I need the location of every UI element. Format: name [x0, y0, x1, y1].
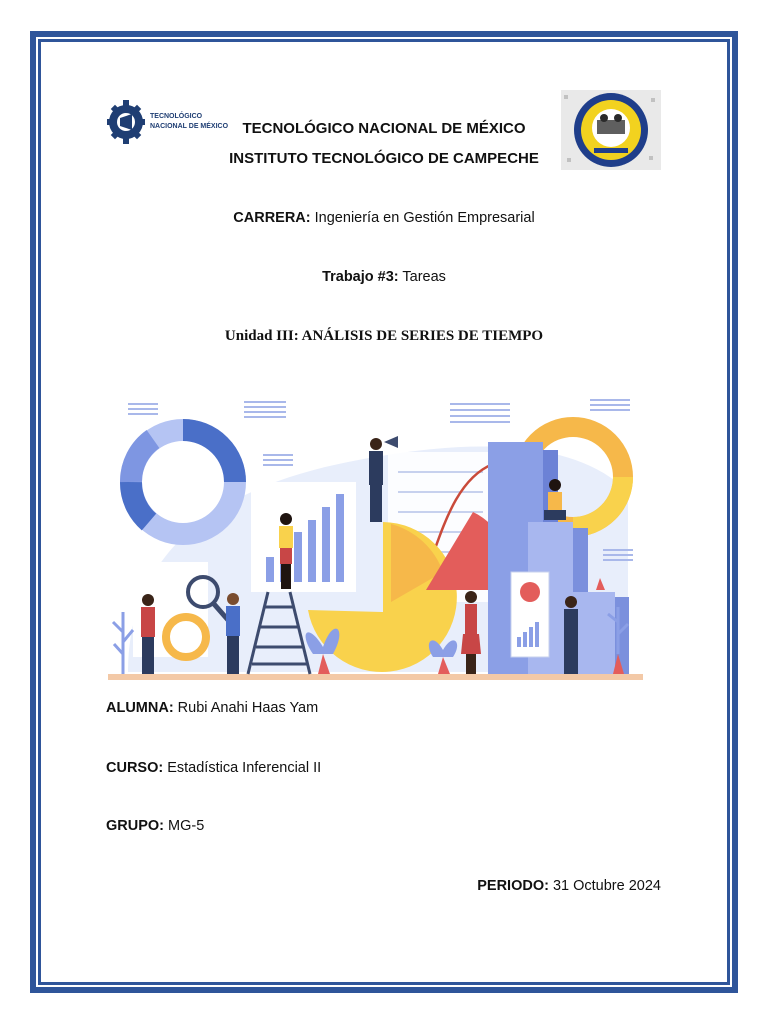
header-line-1: TECNOLÓGICO NACIONAL DE MÉXICO [242, 120, 526, 137]
tecnm-logo-text-1: TECNOLÓGICO [150, 113, 203, 120]
grupo-line [106, 818, 204, 834]
data-analysis-illustration [108, 392, 648, 684]
grupo-label: GRUPO: [106, 818, 164, 834]
carrera-line [0, 210, 768, 226]
periodo-label: PERIODO: [477, 878, 549, 894]
carrera-label: CARRERA: [233, 210, 311, 226]
alumna-line [106, 700, 318, 716]
alumna-label: ALUMNA: [106, 700, 174, 716]
alumna-value: Rubi Anahi Haas Yam [173, 700, 319, 716]
tecnm-logo-text-2: NACIONAL DE MÉXICO [150, 123, 229, 130]
unidad-value: : ANÁLISIS DE SERIES DE TIEMPO [293, 328, 544, 344]
curso-line [106, 760, 321, 776]
periodo-value: 31 Octubre 2024 [548, 878, 661, 894]
trabajo-label: Trabajo #3: [322, 269, 399, 285]
curso-label: CURSO: [106, 760, 164, 776]
floor-line [108, 674, 643, 680]
trabajo-value: Tareas [398, 269, 446, 285]
unidad-line [0, 328, 768, 345]
header-line-2: INSTITUTO TECNOLÓGICO DE CAMPECHE [229, 150, 539, 167]
carrera-value: Ingeniería en Gestión Empresarial [310, 210, 535, 226]
curso-value: Estadística Inferencial II [163, 760, 322, 776]
grupo-value: MG-5 [164, 818, 205, 834]
periodo-line [477, 878, 661, 894]
trabajo-line [0, 269, 768, 285]
unidad-label: Unidad III [224, 328, 294, 344]
megaphone-icon [384, 436, 398, 448]
